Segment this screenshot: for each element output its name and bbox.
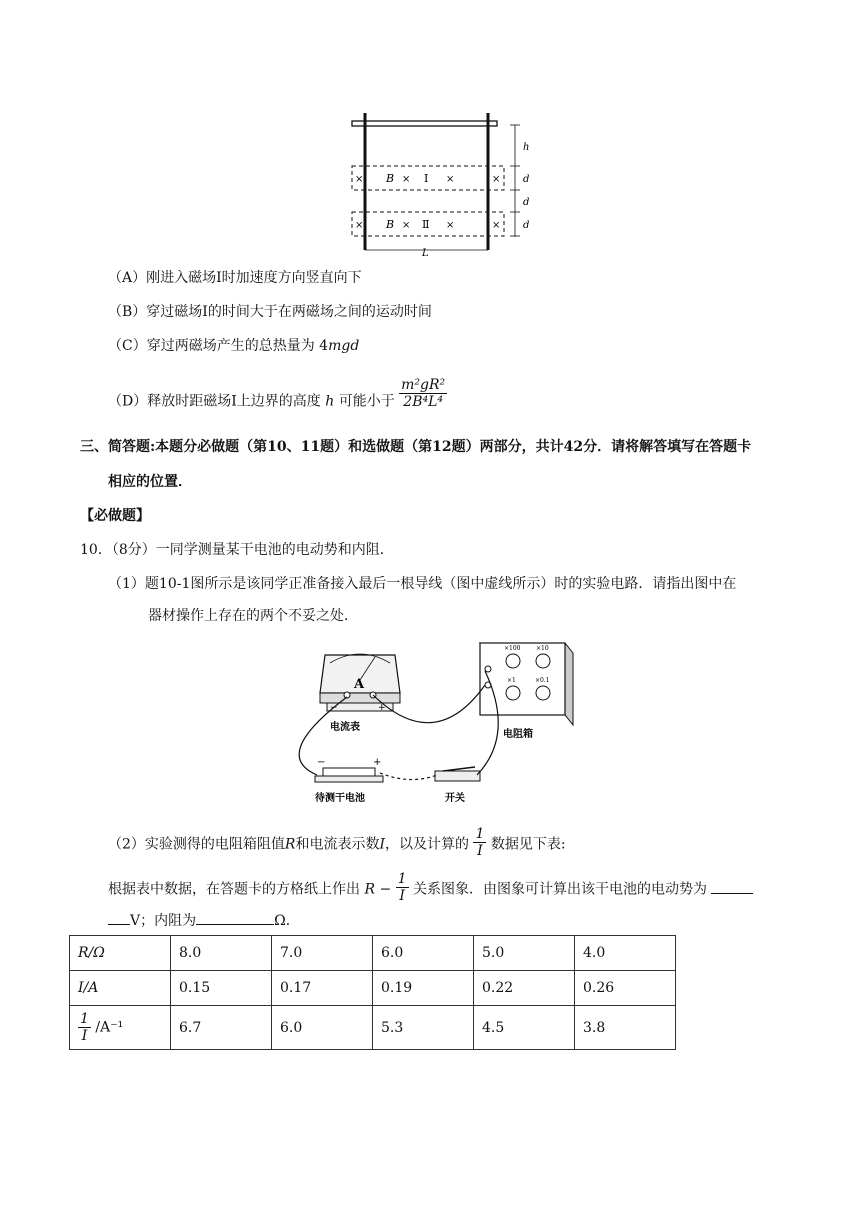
q10-graph-minus: −	[375, 881, 396, 898]
q10-graph-r: R	[364, 881, 375, 898]
battery-minus: −	[317, 757, 326, 768]
section3-line1: 三、简答题:本题分必做题（第10、11题）和选做题（第12题）两部分，共计42分．请将解答填写在答题卡	[80, 439, 752, 455]
q10-part1-line2: 器材操作上存在的两个不妥之处．	[148, 608, 358, 624]
table-row	[70, 1006, 676, 1050]
region-label-2: Ⅱ	[422, 218, 430, 231]
option-c	[108, 336, 359, 356]
cross-mark: ×	[492, 174, 501, 185]
dim-h: h	[523, 142, 530, 153]
row-header-i: I/A	[70, 971, 171, 1006]
ammeter-plus: +	[378, 703, 386, 713]
q10-line3	[108, 910, 300, 931]
cross-mark: ×	[355, 174, 364, 185]
section3-line2: 相应的位置．	[108, 474, 192, 490]
battery-plus: +	[373, 757, 382, 768]
dim-d2: d	[523, 197, 530, 208]
switch-label: 开关	[445, 793, 465, 804]
option-d-denominator: 2B⁴L⁴	[403, 394, 444, 410]
q10-part2-r: R	[284, 836, 296, 853]
table-cell: 0.19	[373, 971, 474, 1006]
fraction-denominator: I	[477, 843, 483, 859]
data-table	[69, 935, 676, 1050]
table-cell: 5.3	[373, 1006, 474, 1050]
cross-mark: ×	[446, 220, 455, 231]
table-row	[70, 971, 676, 1006]
row-header-r: R/Ω	[70, 936, 171, 971]
option-c-var: mgd	[328, 338, 360, 354]
dial-x100: ×100	[504, 645, 521, 652]
fraction-numerator: 1	[475, 826, 485, 842]
fraction-denominator: I	[399, 888, 405, 904]
ammeter-minus: −	[330, 703, 338, 713]
option-d-fraction	[399, 377, 447, 410]
ammeter-letter: A	[354, 677, 365, 692]
table-cell: 0.17	[272, 971, 373, 1006]
table-cell: 4.0	[575, 936, 676, 971]
q10-graph-text-b: 关系图象．由图象可计算出该干电池的电动势为	[413, 881, 708, 898]
table-cell: 5.0	[474, 936, 575, 971]
cross-mark: ×	[446, 174, 455, 185]
table-cell: 0.22	[474, 971, 575, 1006]
table-cell: 7.0	[272, 936, 373, 971]
dim-d3: d	[523, 220, 530, 231]
dial-x10: ×10	[536, 645, 549, 652]
table-cell: 4.5	[474, 1006, 575, 1050]
required-heading: 【必做题】	[80, 508, 150, 524]
circuit-figure	[285, 635, 585, 810]
q10-part2-text-b: 和电流表示数	[295, 836, 380, 853]
option-d-text: （D）释放时距磁场Ⅰ上边界的高度	[108, 393, 321, 410]
table-cell: 8.0	[171, 936, 272, 971]
q10-part2-text-d: 数据见下表:	[490, 836, 566, 853]
q10-part2	[108, 828, 566, 861]
q10-part2-text-a: （2）实验测得的电阻箱阻值	[108, 836, 285, 853]
q10-line3-text-a: V；内阻为	[130, 913, 197, 929]
q10-title: 10．（8分）一同学测量某干电池的电动势和内阻．	[80, 542, 394, 558]
dim-l: L	[422, 248, 429, 259]
table-cell: 6.7	[171, 1006, 272, 1050]
q10-graph-line	[108, 873, 753, 906]
table-cell: 0.26	[575, 971, 676, 1006]
option-a: （A）刚进入磁场Ⅰ时加速度方向竖直向下	[108, 270, 362, 286]
dial-x1: ×1	[507, 677, 516, 684]
cross-mark: ×	[355, 220, 364, 231]
row-header-inverse-i	[70, 1006, 171, 1050]
q10-part2-fraction	[473, 826, 486, 859]
inverse-i-fraction: $\frac{1}{I}$	[80, 1011, 89, 1044]
emf-blank[interactable]	[711, 879, 753, 894]
option-d-var: h	[325, 393, 335, 410]
option-d	[108, 377, 447, 418]
option-b: （B）穿过磁场Ⅰ的时间大于在两磁场之间的运动时间	[108, 304, 432, 320]
fraction-numerator: 1	[397, 871, 407, 887]
table-cell: 6.0	[373, 936, 474, 971]
cross-mark: ×	[402, 220, 411, 231]
option-d-mid: 可能小于	[338, 393, 395, 410]
dim-d1: d	[523, 174, 530, 185]
field-label-b2: B	[386, 218, 395, 231]
q10-part2-text-c: ，以及计算的	[385, 836, 469, 853]
field-label-b1: B	[386, 172, 395, 185]
table-row	[70, 936, 676, 971]
q10-graph-text-a: 根据表中数据，在答题卡的方格纸上作出	[108, 881, 360, 898]
dial-x01: ×0.1	[535, 677, 550, 684]
table-cell: 0.15	[171, 971, 272, 1006]
table-cell: 6.0	[272, 1006, 373, 1050]
option-c-text: （C）穿过两磁场产生的总热量为 4	[108, 338, 329, 354]
resistance-blank[interactable]	[196, 910, 274, 925]
table-cell: 3.8	[575, 1006, 676, 1050]
q10-part1-line1: （1）题10-1图所示是该同学正准备接入最后一根导线（图中虚线所示）时的实验电路．请指出图中在	[108, 576, 737, 592]
region-label-1: Ⅰ	[424, 172, 429, 185]
emf-blank-continued[interactable]	[108, 910, 130, 925]
ammeter-label: 电流表	[330, 722, 360, 733]
cross-mark: ×	[492, 220, 501, 231]
box-label: 电阻箱	[503, 729, 533, 740]
magnetic-field-figure	[345, 110, 540, 260]
option-d-numerator: m²gR²	[401, 377, 446, 393]
battery-label: 待测干电池	[315, 793, 365, 804]
inverse-i-unit: /A⁻¹	[95, 1019, 124, 1036]
q10-part2-i: I	[379, 836, 385, 853]
cross-mark: ×	[402, 174, 411, 185]
q10-graph-fraction	[396, 871, 409, 904]
q10-line3-text-b: Ω．	[274, 913, 300, 929]
